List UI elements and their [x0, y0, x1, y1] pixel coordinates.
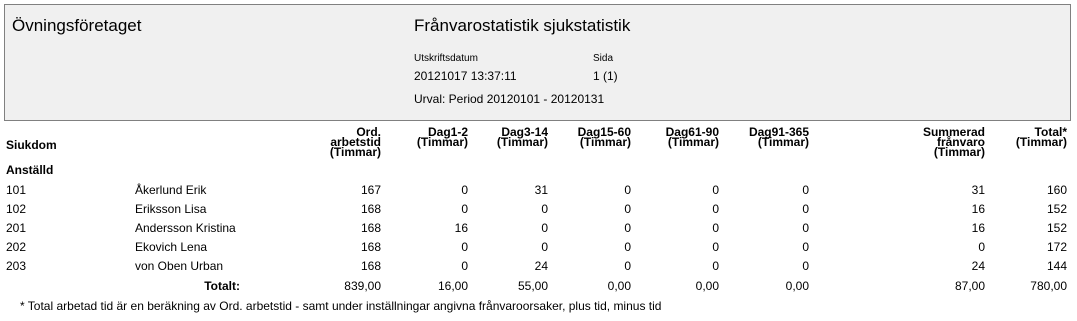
row-d3: 24 — [534, 259, 548, 273]
report-header — [4, 4, 1071, 121]
selection-text: Urval: Period 20120101 - 20120131 — [414, 92, 605, 106]
report-title: Frånvarostatistik sjukstatistik — [414, 16, 631, 35]
total-ord: 839,00 — [344, 279, 381, 293]
row-ord: 168 — [360, 221, 381, 235]
row-d1: 16 — [454, 221, 468, 235]
row-d1: 0 — [461, 240, 468, 254]
row-d61: 0 — [712, 202, 719, 216]
row-d91: 0 — [802, 183, 809, 197]
row-d61: 0 — [712, 259, 719, 273]
total-d91: 0,00 — [785, 279, 809, 293]
col-dag1-2: Dag1-2 (Timmar) — [416, 125, 468, 149]
row-d61: 0 — [712, 240, 719, 254]
total-d15: 0,00 — [607, 279, 631, 293]
row-sum: 31 — [971, 183, 985, 197]
page-value: 1 (1) — [593, 69, 618, 83]
row-d61: 0 — [712, 183, 719, 197]
row-ord: 167 — [360, 183, 381, 197]
row-d1: 0 — [461, 259, 468, 273]
row-d15: 0 — [624, 259, 631, 273]
total-total: 780,00 — [1030, 279, 1067, 293]
printdate-label: Utskriftsdatum — [414, 53, 478, 64]
row-ord: 168 — [360, 240, 381, 254]
row-id: 203 — [6, 259, 27, 273]
total-d3: 55,00 — [517, 279, 548, 293]
group-label: Anställd — [6, 163, 54, 177]
total-sum: 87,00 — [954, 279, 985, 293]
row-d3: 31 — [534, 183, 548, 197]
row-d15: 0 — [624, 202, 631, 216]
row-id: 202 — [6, 240, 27, 254]
row-name: Åkerlund Erik — [135, 183, 207, 197]
row-d15: 0 — [624, 221, 631, 235]
row-d91: 0 — [802, 259, 809, 273]
footnote: * Total arbetad tid är en beräkning av Ord. arbetstid - samt under inställningar angivna frånvaroorsaker, plus tid, minus tid — [20, 299, 662, 313]
row-id: 201 — [6, 221, 27, 235]
row-sum: 16 — [971, 202, 985, 216]
total-d1: 16,00 — [437, 279, 468, 293]
row-d3: 0 — [541, 221, 548, 235]
row-d1: 0 — [461, 183, 468, 197]
row-name: Andersson Kristina — [135, 221, 236, 235]
row-name: Ekovich Lena — [135, 240, 208, 254]
col-dag91-365: Dag91-365 (Timmar) — [748, 125, 809, 149]
row-name: Eriksson Lisa — [135, 202, 207, 216]
col-ord: Ord. arbetstid (Timmar) — [329, 125, 381, 159]
row-d91: 0 — [802, 202, 809, 216]
row-total: 160 — [1046, 183, 1067, 197]
row-id: 102 — [6, 202, 27, 216]
col-dag61-90: Dag61-90 (Timmar) — [665, 125, 719, 149]
row-total: 152 — [1046, 202, 1067, 216]
row-d61: 0 — [712, 221, 719, 235]
total-d61-value: 0,00 — [695, 279, 719, 293]
row-ord: 168 — [360, 259, 381, 273]
col-dag15-60: Dag15-60 (Timmar) — [577, 125, 631, 149]
row-d91: 0 — [802, 240, 809, 254]
printdate-value: 20121017 13:37:11 — [414, 69, 517, 83]
row-sum: 24 — [971, 259, 985, 273]
col-summerad: Summerad frånvaro (Timmar) — [922, 125, 985, 159]
page-label: Sida — [593, 53, 614, 64]
row-total: 144 — [1046, 259, 1067, 273]
row-d3: 0 — [541, 240, 548, 254]
row-total: 172 — [1046, 240, 1067, 254]
col-dag3-14: Dag3-14 (Timmar) — [496, 125, 548, 149]
row-d15: 0 — [624, 183, 631, 197]
row-id: 101 — [6, 183, 27, 197]
col-siukdom: Siukdom — [6, 138, 57, 152]
row-d15: 0 — [624, 240, 631, 254]
totals-label: Totalt: — [204, 279, 240, 293]
row-d3: 0 — [541, 202, 548, 216]
row-total: 152 — [1046, 221, 1067, 235]
row-sum: 0 — [978, 240, 985, 254]
row-d1: 0 — [461, 202, 468, 216]
row-sum: 16 — [971, 221, 985, 235]
row-d91: 0 — [802, 221, 809, 235]
col-total: Total* (Timmar) — [1015, 125, 1067, 149]
row-ord: 168 — [360, 202, 381, 216]
company-name: Övningsföretaget — [12, 16, 142, 35]
row-name: von Oben Urban — [135, 259, 224, 273]
